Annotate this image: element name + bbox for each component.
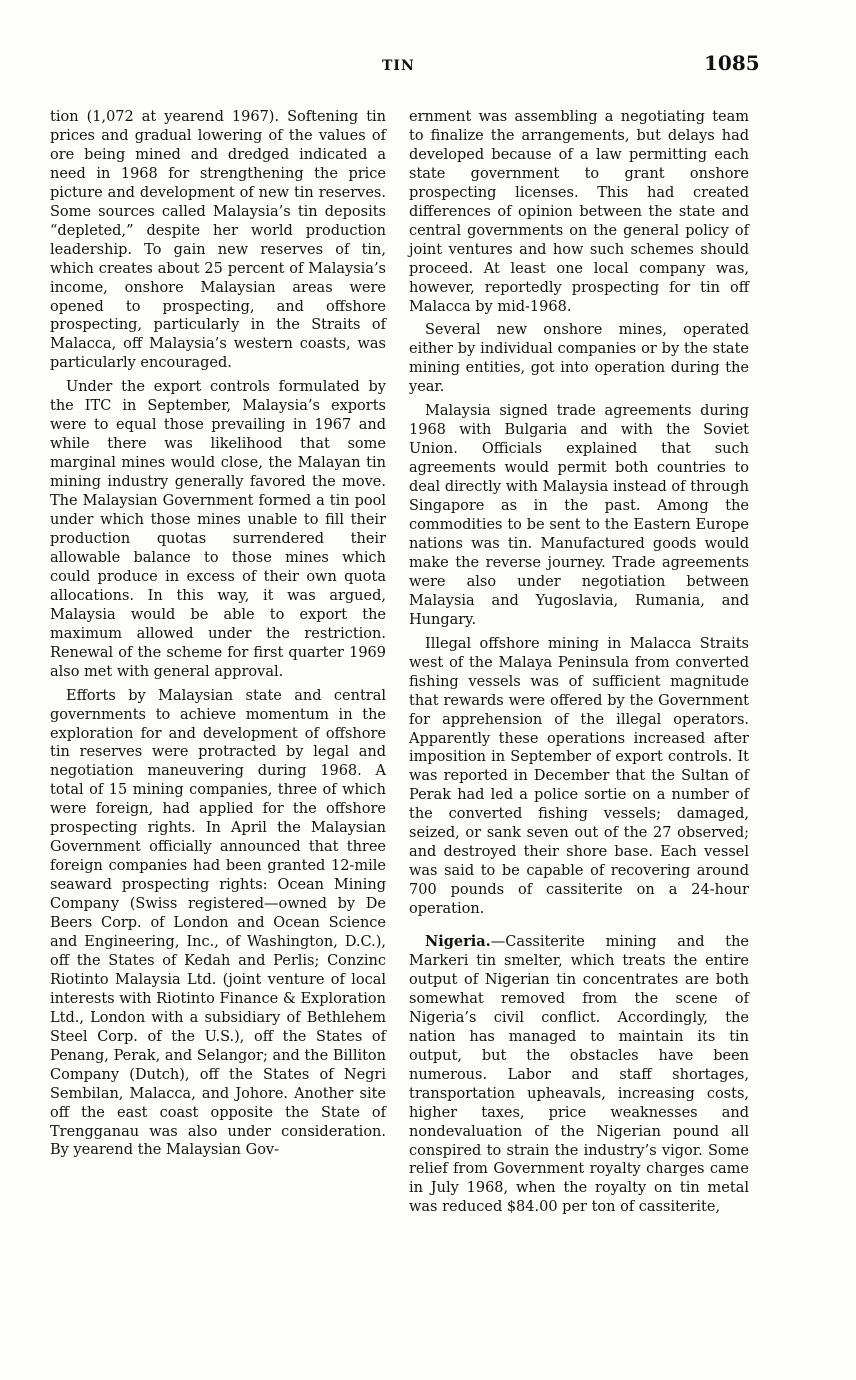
paragraph: tion (1,072 at yearend 1967). Softening tin prices and gradual lowering of the values of ore being mined and dredged indicated a need in 1968 for strengthening the price picture and development of new tin reserves. Some sources called Malaysia’s tin deposits “depleted,” despite her world production leadership. To gain new reserves of tin, which creates about 25 percent of Malaysia’s income, onshore Malaysian areas were opened to prospecting, and offshore prospecting, particularly in the Straits of Malacca, off Malaysia’s western coasts, was particularly encouraged. [50, 109, 386, 372]
paragraph: Illegal offshore mining in Malacca Straits west of the Malaya Peninsula from converted fishing vessels was of sufficient magnitude that rewards were offered by the Government for apprehension of the illegal operators. Apparently these operations increased after imposition in September of export controls. It was reported in December that the Sultan of Perak had led a police sortie on a number of the converted fishing vessels; damaged, seized, or sank seven out of the 27 observed; and destroyed their shore base. Each vessel was said to be capable of recovering around 700 pounds of cassiterite on a 24-hour operation. [409, 635, 749, 918]
paragraph: Efforts by Malaysian state and central governments to achieve momentum in the exploration for and development of offshore tin reserves were protracted by legal and negotiation maneuvering during 1968. A total of 15 mining companies, three of which were foreign, had applied for the offshore prospecting rights. In April the Malaysian Government officially announced that three foreign companies had been granted 12-mile seaward prospecting rights: Ocean Mining Company (Swiss registered—owned by De Beers Corp. of London and Ocean Science and Engineering, Inc., of Washington, D.C.), off the States of Kedah and Perlis; Conzinc Riotinto Malaysia Ltd. (joint venture of local interests with Riotinto Finance & Exploration Ltd., London with a subsidiary of Bethlehem Steel Corp. of the U.S.), off the States of Penang, Perak, and Selangor; and the Billiton Company (Dutch), off the States of Negri Sembilan, Malacca, and Johore. Another site off the east coast opposite the State of Trengganau was also under consideration. By yearend the Malaysian Gov- [50, 687, 386, 1159]
running-head: TIN [382, 58, 415, 74]
paragraph: Under the export controls formulated by the ITC in September, Malaysia’s exports were to equal those prevailing in 1967 and while there was likelihood that some marginal mines would close, the Malayan tin mining industry generally favored the move. The Malaysian Government formed a tin pool under which those mines unable to fill their production quotas surrendered their allowable balance to those mines which could produce in excess of their own quota allocations. In this way, it was argued, Malaysia would be able to export the maximum allowed under the restriction. Renewal of the scheme for first quarter 1969 also met with general approval. [50, 379, 386, 680]
right-column [409, 108, 749, 1222]
paragraph: Several new onshore mines, operated either by individual companies or by the state mining entities, got into operation during the year. [409, 322, 749, 396]
paragraph: ernment was assembling a negotiating team to finalize the arrangements, but delays had developed because of a law permitting each state government to grant onshore prospecting licenses. This had created differences of opinion between the state and central governments on the general policy of joint ventures and how such schemes should proceed. At least one local company was, however, reportedly prospecting for tin off Malacca by mid-1968. [409, 109, 749, 315]
paragraph: Malaysia signed trade agreements during 1968 with Bulgaria and with the Soviet Union. Officials explained that such agreements would permit both countries to deal directly with Malaysia instead of through Singapore as in the past. Among the commodities to be sent to the Eastern Europe nations was tin. Manufactured goods would make the reverse journey. Trade agreements were also under negotiation between Malaysia and Yugoslavia, Rumania, and Hungary. [409, 403, 749, 628]
left-column [50, 108, 386, 1165]
paragraph-text: —Cassiterite mining and the Markeri tin smelter, which treats the entire output of Nigerian tin concentrates are both somewhat removed from the scene of Nigeria’s civil conflict. Accordingly, the nation has managed to maintain its tin output, but the obstacles have been numerous. Labor and staff shortages, transportation upheavals, increasing costs, higher taxes, price weaknesses and nondevaluation of the Nigerian pound all conspired to strain the industry’s vigor. Some relief from Government royalty charges came in July 1968, when the royalty on tin metal was reduced $84.00 per ton of cassiterite, [409, 934, 749, 1216]
page-number: 1085 [704, 51, 760, 75]
nigeria-paragraph [409, 933, 749, 1217]
section-heading: Nigeria. [425, 933, 491, 951]
